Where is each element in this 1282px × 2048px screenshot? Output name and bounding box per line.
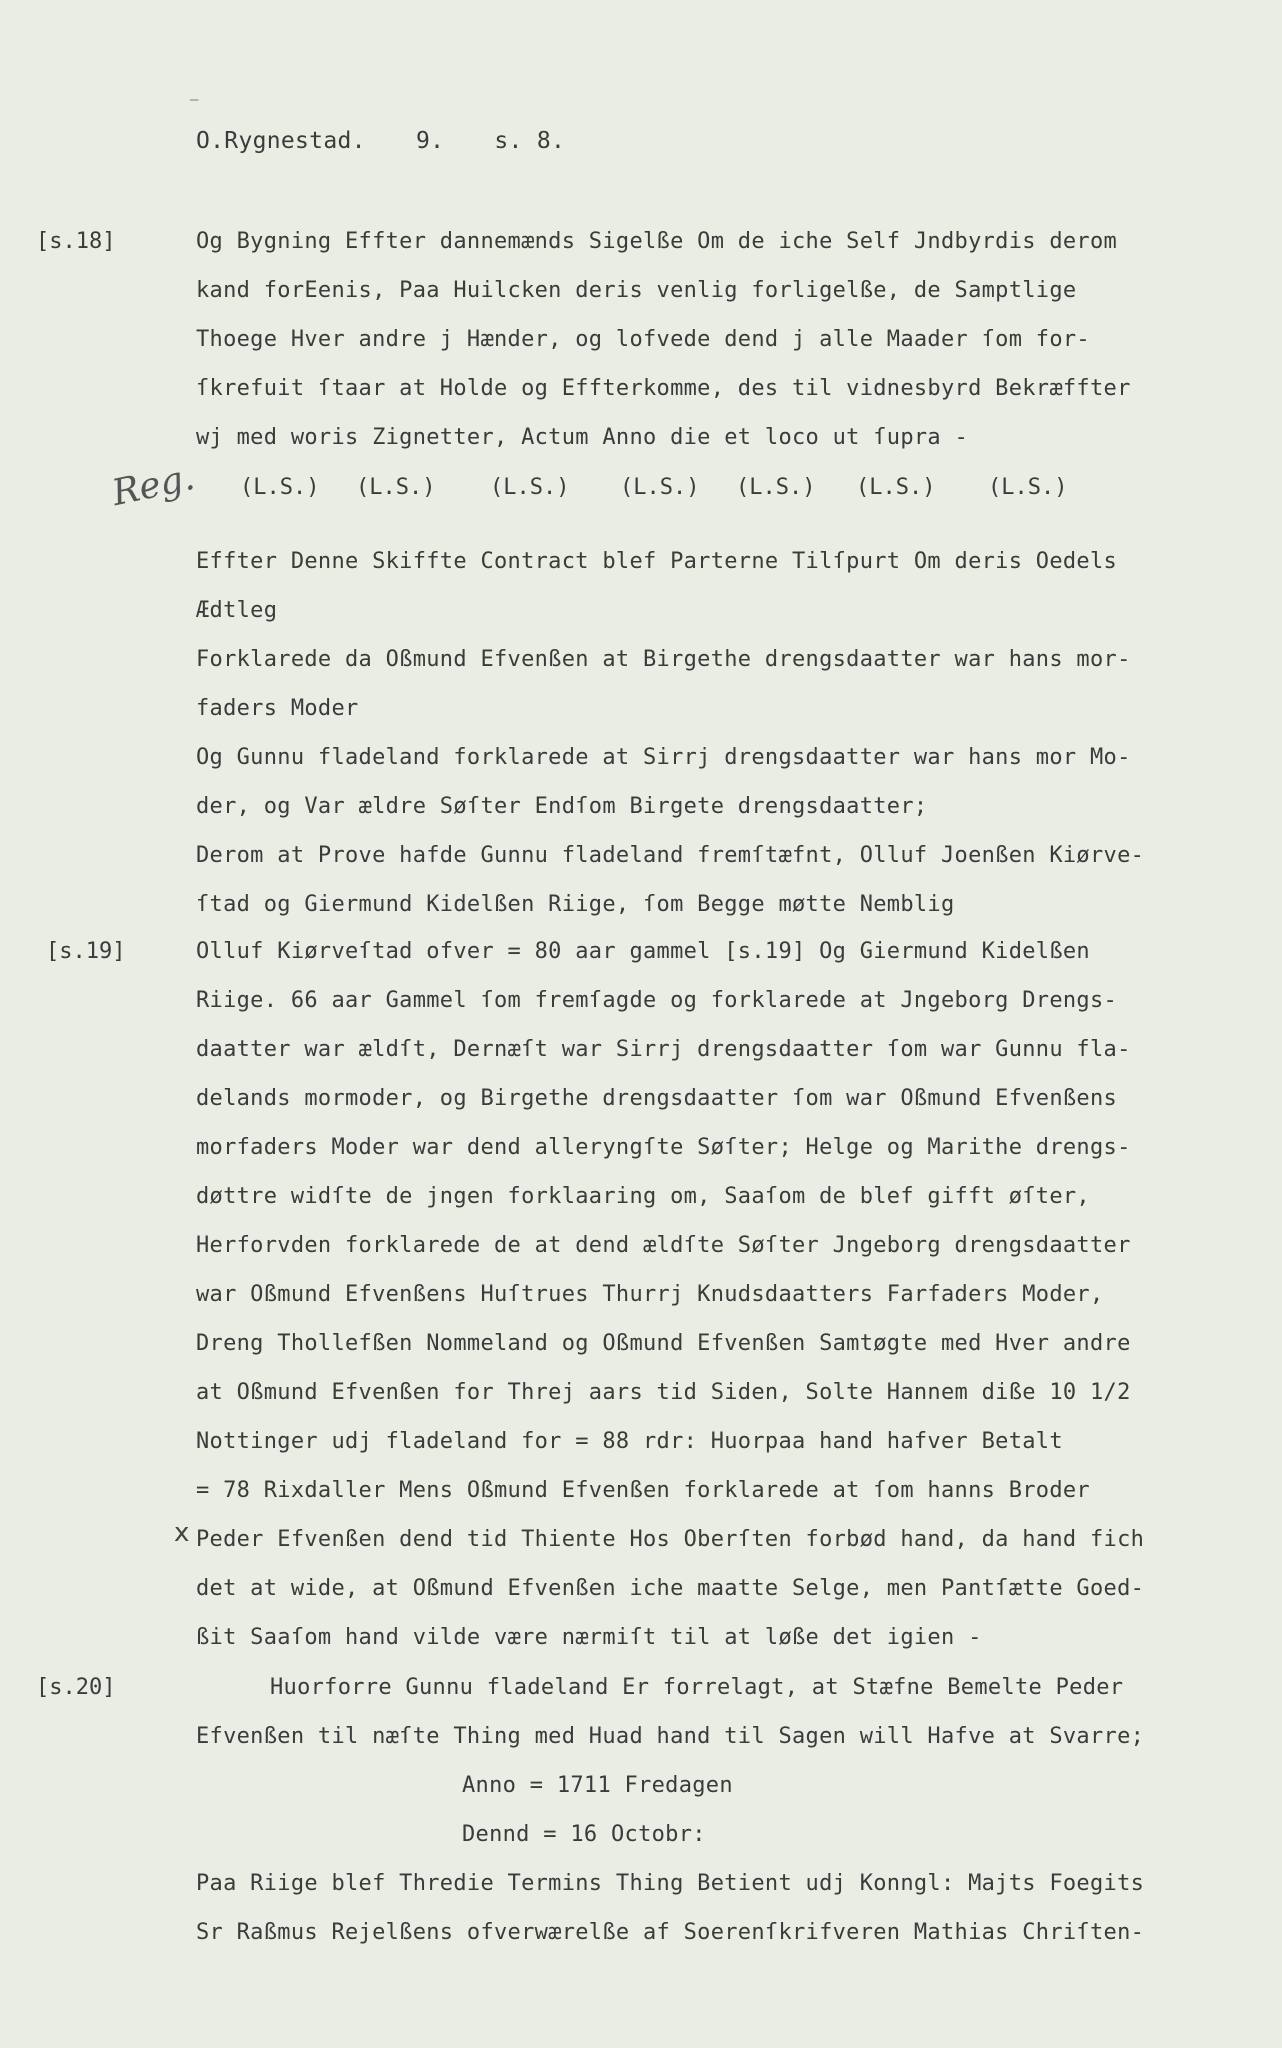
text-line-11: der, og Var ældre Søſter Endſom Birgete drengsdaatter; bbox=[196, 794, 928, 819]
text-line-13: ſtad og Giermund Kidelßen Riige, ſom Begge møtte Nemblig bbox=[196, 892, 955, 917]
text-line-26: Peder Efvenßen dend tid Thiente Hos Oberſten forbød hand, da hand fich bbox=[196, 1527, 1145, 1552]
text-line-17: delands mormoder, og Birgethe drengsdaatter ſom war Oßmund Efvenßens bbox=[196, 1086, 1118, 1111]
seal-6: (L.S.) bbox=[856, 475, 936, 500]
text-line-5: wj med woris Zignetter, Actum Anno die et loco ut ſupra - bbox=[196, 425, 969, 450]
text-line-34: Sr Raßmus Rejelßens ofverwærelße af Soerenſkrifveren Mathias Chriſten- bbox=[196, 1920, 1145, 1945]
text-line-20: Herforvden forklarede de at dend ældſte Søſter Jngeborg drengsdaatter bbox=[196, 1233, 1131, 1258]
seal-1: (L.S.) bbox=[240, 475, 320, 500]
seal-3: (L.S.) bbox=[490, 475, 570, 500]
seal-7: (L.S.) bbox=[988, 475, 1068, 500]
handwritten-note: Reg. bbox=[108, 456, 199, 515]
text-line-12: Derom at Prove hafde Gunnu fladeland fremſtæfnt, Olluf Joenßen Kiørve- bbox=[196, 843, 1145, 868]
top-mark: — bbox=[190, 92, 199, 108]
text-line-7: Ædtleg bbox=[196, 598, 278, 623]
text-line-31: Anno = 1711 Fredagen bbox=[462, 1773, 733, 1798]
text-line-8: Forklarede da Oßmund Efvenßen at Birgethe drengsdaatter war hans mor- bbox=[196, 647, 1131, 672]
header-volume: 9. bbox=[415, 128, 445, 154]
text-line-6: Effter Denne Skiffte Contract blef Parterne Tilſpurt Om deris Oedels bbox=[196, 549, 1118, 574]
margin-ref-s18: [s.18] bbox=[36, 229, 116, 254]
text-line-22: Dreng Thollefßen Nommeland og Oßmund Efvenßen Samtøgte med Hver andre bbox=[196, 1331, 1131, 1356]
text-line-10: Og Gunnu fladeland forklarede at Sirrj drengsdaatter war hans mor Mo- bbox=[196, 745, 1131, 770]
text-line-18: morfaders Moder war dend alleryngſte Søſter; Helge og Marithe drengs- bbox=[196, 1135, 1131, 1160]
text-line-21: war Oßmund Efvenßens Huſtrues Thurrj Knudsdaatters Farfaders Moder, bbox=[196, 1282, 1104, 1307]
header-page: s. 8. bbox=[494, 128, 566, 154]
text-line-32: Dennd = 16 Octobr: bbox=[462, 1822, 706, 1847]
text-line-1: Og Bygning Effter dannemænds Sigelße Om de iche Self Jndbyrdis derom bbox=[196, 229, 1118, 254]
text-line-29: Huorforre Gunnu fladeland Er forrelagt, at Stæfne Bemelte Peder bbox=[270, 1675, 1124, 1700]
page-header bbox=[196, 128, 601, 154]
text-line-9: faders Moder bbox=[196, 696, 359, 721]
margin-ref-s19: [s.19] bbox=[46, 939, 126, 964]
seal-4: (L.S.) bbox=[620, 475, 700, 500]
text-line-16: daatter war ældſt, Dernæſt war Sirrj drengsdaatter ſom war Gunnu fla- bbox=[196, 1037, 1131, 1062]
text-line-19: døttre widſte de jngen forklaaring om, Saaſom de blef gifft øſter, bbox=[196, 1184, 1090, 1209]
seal-2: (L.S.) bbox=[356, 475, 436, 500]
text-line-23: at Oßmund Efvenßen for Threj aars tid Siden, Solte Hannem diße 10 1/2 bbox=[196, 1380, 1131, 1405]
text-line-3: Thoege Hver andre j Hænder, og lofvede dend j alle Maader ſom for- bbox=[196, 327, 1090, 352]
text-line-2: kand forEenis, Paa Huilcken deris venlig forligelße, de Samptlige bbox=[196, 278, 1077, 303]
margin-ref-s20: [s.20] bbox=[36, 1675, 116, 1700]
text-line-25: = 78 Rixdaller Mens Oßmund Efvenßen forklarede at ſom hanns Broder bbox=[196, 1478, 1090, 1503]
text-line-33: Paa Riige blef Thredie Termins Thing Betient udj Konngl: Majts Foegits bbox=[196, 1871, 1145, 1896]
text-line-24: Nottinger udj fladeland for = 88 rdr: Huorpaa hand hafver Betalt bbox=[196, 1429, 1063, 1454]
text-line-27: det at wide, at Oßmund Efvenßen iche maatte Selge, men Pantſætte Goed- bbox=[196, 1576, 1145, 1601]
seal-5: (L.S.) bbox=[736, 475, 816, 500]
text-line-30: Efvenßen til næſte Thing med Huad hand til Sagen will Hafve at Svarre; bbox=[196, 1724, 1145, 1749]
text-line-4: ſkrefuit ſtaar at Holde og Effterkomme, des til vidnesbyrd Bekræffter bbox=[196, 376, 1131, 401]
text-line-28: ßit Saaſom hand vilde være nærmiſt til at løße det igien - bbox=[196, 1625, 982, 1650]
cross-mark: x bbox=[174, 1518, 190, 1548]
header-name: O.Rygnestad. bbox=[196, 128, 366, 154]
text-line-14: Olluf Kiørveſtad ofver = 80 aar gammel [s.19] Og Giermund Kidelßen bbox=[196, 939, 1090, 964]
text-line-15: Riige. 66 aar Gammel ſom fremſagde og forklarede at Jngeborg Drengs- bbox=[196, 988, 1118, 1013]
